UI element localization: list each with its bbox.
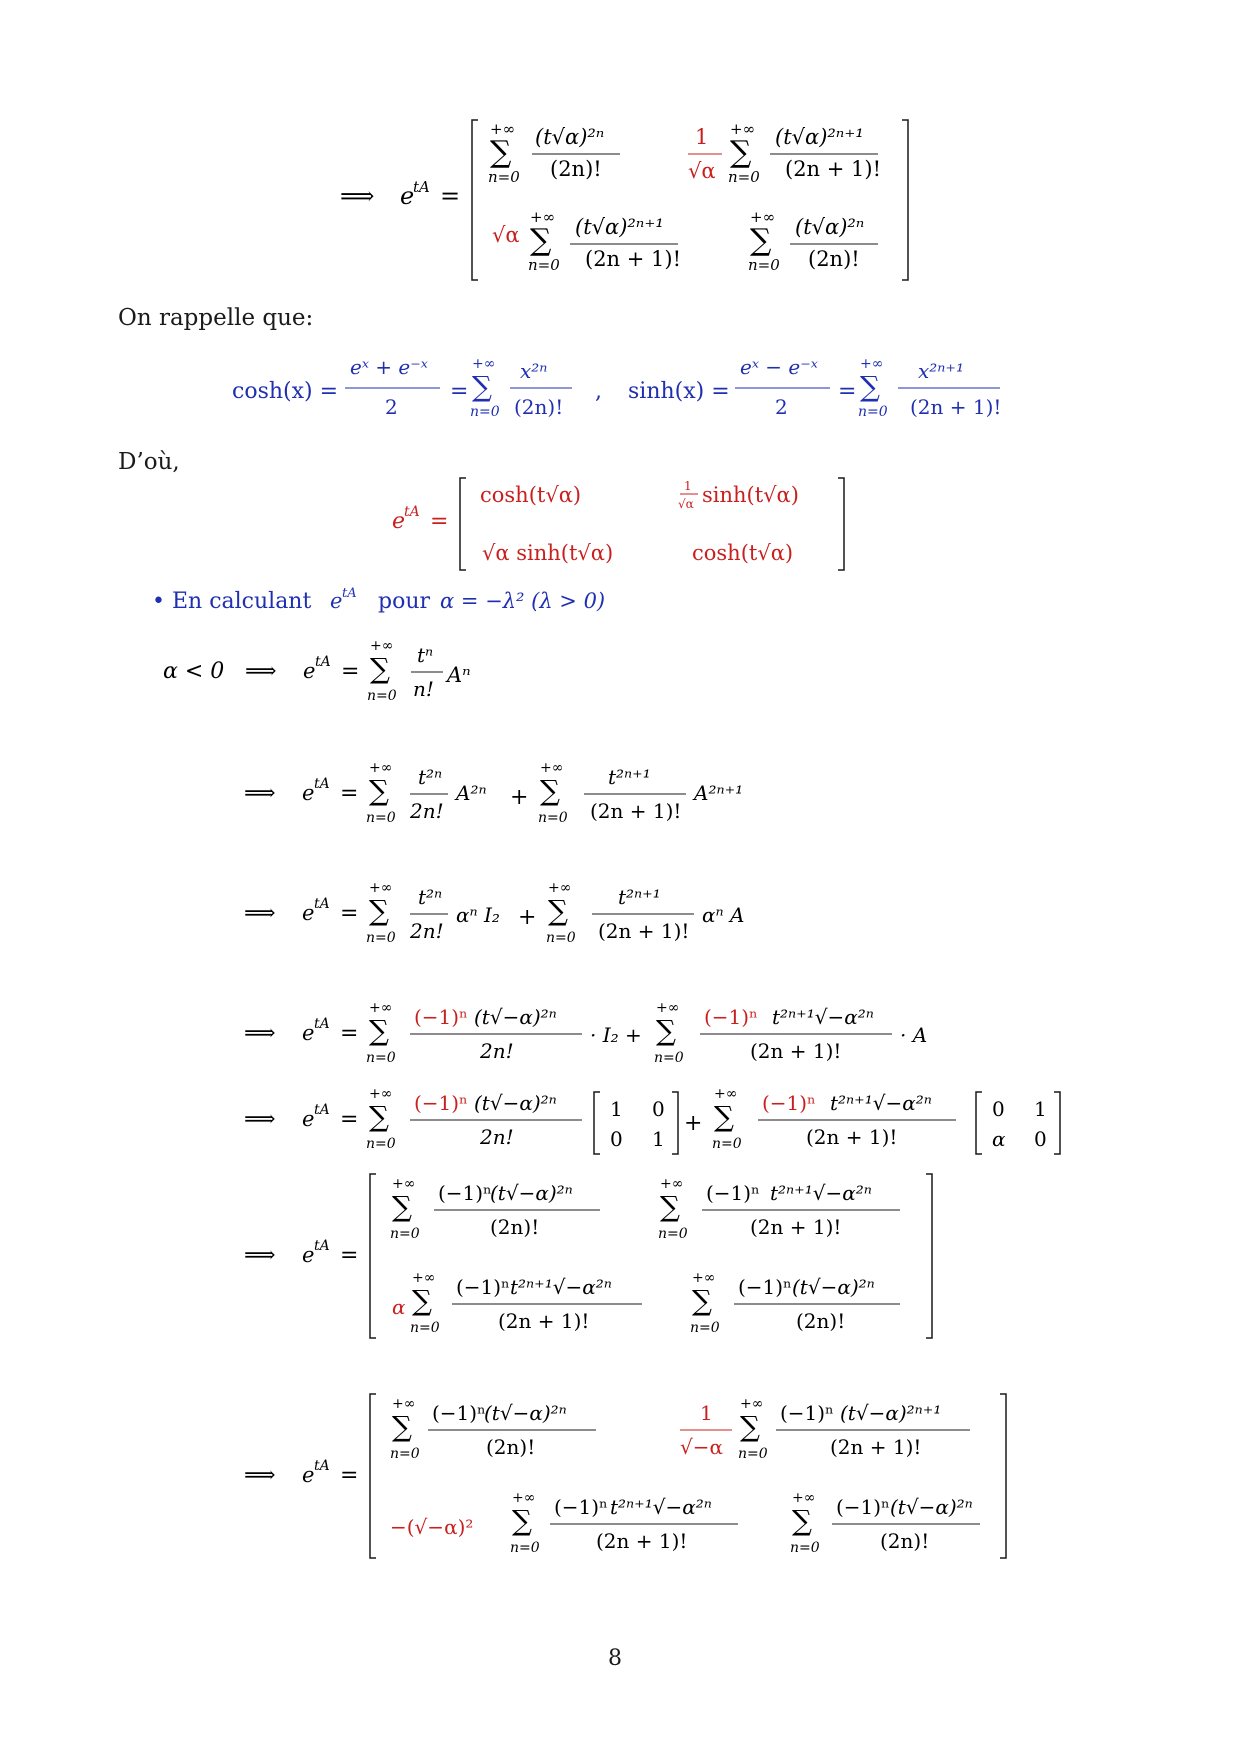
svg-text:e: e [302,1463,315,1487]
svg-text:e: e [330,589,343,613]
svg-text:+: + [684,1111,703,1136]
svg-text:(2n + 1)!: (2n + 1)! [910,395,1002,419]
svg-text:=: = [340,1107,359,1132]
svg-text:(−1)ⁿ: (−1)ⁿ [762,1091,816,1115]
svg-text:(t√−α)²ⁿ: (t√−α)²ⁿ [890,1495,973,1519]
svg-text:2n!: 2n! [410,799,444,823]
svg-text:eˣ + e⁻ˣ: eˣ + e⁻ˣ [350,355,428,379]
svg-text:tA: tA [314,1016,330,1032]
svg-text:1: 1 [610,1097,623,1121]
svg-text:• En calculant: • En calculant [152,589,312,614]
svg-text:⟹: ⟹ [244,1243,276,1268]
svg-text:+∞: +∞ [656,1000,680,1016]
svg-text:+∞: +∞ [369,760,393,776]
svg-text:+∞: +∞ [714,1086,738,1102]
svg-text:α < 0: α < 0 [163,659,225,684]
svg-text:n!: n! [413,677,434,701]
svg-text:e: e [302,1021,315,1045]
svg-text:e: e [302,781,315,805]
svg-text:cosh(t√α): cosh(t√α) [692,541,794,565]
svg-text:(2n + 1)!: (2n + 1)! [585,247,682,271]
svg-text:∑: ∑ [369,894,389,927]
split-even-odd [240,758,780,838]
svg-text:2n!: 2n! [410,919,444,943]
svg-text:tA: tA [413,178,430,196]
svg-text:+∞: +∞ [369,880,393,896]
svg-text:√α: √α [688,159,716,183]
svg-text:(2n + 1)!: (2n + 1)! [750,1039,842,1063]
svg-text:+∞: +∞ [860,356,884,372]
svg-text:αⁿ I₂: αⁿ I₂ [456,903,500,927]
page-number: 8 [608,1646,622,1671]
svg-text:−(√−α)²: −(√−α)² [390,1515,474,1539]
svg-text:+∞: +∞ [370,638,394,654]
svg-text:(2n + 1)!: (2n + 1)! [806,1125,898,1149]
svg-text:∑: ∑ [660,1190,680,1223]
svg-text:(−1)ⁿ: (−1)ⁿ [414,1091,468,1115]
svg-text:(−1)ⁿ: (−1)ⁿ [706,1181,760,1205]
svg-text:tA: tA [404,504,420,520]
svg-text:1: 1 [695,125,709,149]
svg-text:∑: ∑ [860,370,880,403]
svg-text:0: 0 [610,1127,623,1151]
svg-text:(2n + 1)!: (2n + 1)! [750,1215,842,1239]
svg-text:αⁿ A: αⁿ A [702,903,745,927]
svg-text:t²ⁿ⁺¹: t²ⁿ⁺¹ [618,885,661,909]
svg-text:(2n + 1)!: (2n + 1)! [785,157,882,181]
svg-text:n=0: n=0 [366,930,396,946]
svg-text:tA: tA [314,1238,330,1254]
svg-text:2: 2 [385,395,398,419]
svg-text:=: = [450,379,469,404]
svg-text:1: 1 [700,1401,713,1425]
svg-text:1: 1 [1034,1097,1047,1121]
svg-text:n=0: n=0 [728,168,760,186]
svg-text:(−1)ⁿ: (−1)ⁿ [738,1275,792,1299]
svg-text:=: = [340,1021,359,1046]
neg-one-series [240,998,960,1078]
svg-text:,: , [595,379,602,404]
alpha-power-series [240,878,780,958]
svg-text:⟹: ⟹ [244,901,276,926]
svg-text:n=0: n=0 [510,1540,540,1556]
matrix-equation-1 [330,112,930,287]
svg-text:tⁿ: tⁿ [417,643,434,667]
svg-text:∑: ∑ [714,1100,734,1133]
svg-text:=: = [430,509,449,534]
matrix-form-series [240,1084,1100,1164]
svg-text:∑: ∑ [370,652,390,685]
svg-text:=: = [340,1243,359,1268]
svg-text:n=0: n=0 [488,168,520,186]
svg-text:tA: tA [314,896,330,912]
svg-text:∑: ∑ [412,1284,432,1317]
svg-text:· A: · A [900,1023,928,1047]
svg-text:+∞: +∞ [530,208,556,226]
svg-text:(−1)ⁿ: (−1)ⁿ [704,1005,758,1029]
svg-text:∑: ∑ [512,1504,532,1537]
svg-text:α = −λ² (λ > 0): α = −λ² (λ > 0) [440,589,606,613]
svg-text:eˣ − e⁻ˣ: eˣ − e⁻ˣ [740,355,818,379]
svg-text:∑: ∑ [490,135,512,170]
svg-text:t²ⁿ⁺¹√−α²ⁿ: t²ⁿ⁺¹√−α²ⁿ [772,1005,874,1029]
svg-text:(2n + 1)!: (2n + 1)! [830,1435,922,1459]
svg-text:t²ⁿ⁺¹√−α²ⁿ: t²ⁿ⁺¹√−α²ⁿ [830,1091,932,1115]
svg-text:e: e [302,1243,315,1267]
svg-text:∑: ∑ [369,1014,389,1047]
svg-text:∑: ∑ [472,370,492,403]
svg-text:∑: ∑ [656,1014,676,1047]
svg-text:(t√α)²ⁿ: (t√α)²ⁿ [795,215,865,239]
svg-text:(2n)!: (2n)! [808,247,860,271]
svg-text:pour: pour [378,589,431,614]
svg-text:n=0: n=0 [366,810,396,826]
svg-text:+∞: +∞ [512,1490,536,1506]
svg-text:(−1)ⁿ: (−1)ⁿ [554,1495,608,1519]
rappel-text: On rappelle que: [118,305,314,331]
svg-text:cosh(t√α): cosh(t√α) [480,483,582,507]
svg-text:∑: ∑ [530,223,552,258]
svg-text:+∞: +∞ [369,1086,393,1102]
svg-text:(2n + 1)!: (2n + 1)! [498,1309,590,1333]
svg-text:+∞: +∞ [548,880,572,896]
svg-text:tA: tA [342,586,357,601]
svg-text:t²ⁿ⁺¹√−α²ⁿ: t²ⁿ⁺¹√−α²ⁿ [770,1181,872,1205]
svg-text:n=0: n=0 [858,404,888,420]
svg-text:+∞: +∞ [692,1270,716,1286]
svg-text:⟹: ⟹ [245,659,277,684]
cosh-sinh-matrix [390,470,860,575]
svg-text:A²ⁿ⁺¹: A²ⁿ⁺¹ [694,781,744,805]
svg-text:=: = [440,182,461,210]
svg-text:+∞: +∞ [730,120,756,138]
svg-text:⟹: ⟹ [244,1107,276,1132]
svg-text:Aⁿ: Aⁿ [447,663,471,687]
svg-text:α: α [392,1295,406,1319]
svg-text:(2n)!: (2n)! [796,1309,846,1333]
svg-text:t²ⁿ⁺¹: t²ⁿ⁺¹ [608,765,651,789]
svg-text:+: + [518,905,537,930]
cosh-sinh-definitions [230,352,1030,432]
svg-text:· I₂ +: · I₂ + [590,1023,642,1047]
svg-text:(−1)ⁿ: (−1)ⁿ [414,1005,468,1029]
svg-text:(t√−α)²ⁿ: (t√−α)²ⁿ [792,1275,875,1299]
svg-text:∑: ∑ [740,1410,760,1443]
svg-text:e: e [303,659,316,683]
svg-text:tA: tA [314,776,330,792]
svg-text:⟹: ⟹ [244,1021,276,1046]
svg-text:∑: ∑ [392,1410,412,1443]
svg-text:(t√−α)²ⁿ: (t√−α)²ⁿ [474,1091,557,1115]
svg-text:+∞: +∞ [392,1396,416,1412]
svg-text:(2n)!: (2n)! [550,157,602,181]
svg-text:√−α: √−α [680,1435,724,1459]
svg-text:t²ⁿ: t²ⁿ [418,885,443,909]
svg-text:√α: √α [492,223,520,247]
svg-text:n=0: n=0 [538,810,568,826]
svg-text:n=0: n=0 [410,1320,440,1336]
svg-text:n=0: n=0 [738,1446,768,1462]
svg-text:n=0: n=0 [790,1540,820,1556]
svg-text:+∞: +∞ [392,1176,416,1192]
svg-text:t²ⁿ⁺¹√−α²ⁿ: t²ⁿ⁺¹√−α²ⁿ [510,1275,612,1299]
svg-text:+∞: +∞ [472,356,496,372]
svg-text:e: e [302,901,315,925]
svg-text:(t√−α)²ⁿ: (t√−α)²ⁿ [484,1401,567,1425]
svg-text:∑: ∑ [692,1284,712,1317]
svg-text:+∞: +∞ [540,760,564,776]
svg-text:(−1)ⁿ: (−1)ⁿ [836,1495,890,1519]
svg-text:0: 0 [992,1097,1005,1121]
svg-text:t²ⁿ: t²ⁿ [418,765,443,789]
svg-text:n=0: n=0 [654,1050,684,1066]
svg-text:n=0: n=0 [366,1136,396,1152]
svg-text:(−1)ⁿ: (−1)ⁿ [780,1401,834,1425]
svg-text:∑: ∑ [548,894,568,927]
svg-text:(2n)!: (2n)! [486,1435,536,1459]
svg-text:(t√α)²ⁿ⁺¹: (t√α)²ⁿ⁺¹ [775,125,864,149]
svg-text:t²ⁿ⁺¹√−α²ⁿ: t²ⁿ⁺¹√−α²ⁿ [610,1495,712,1519]
svg-text:∑: ∑ [730,135,752,170]
svg-text:=: = [838,379,857,404]
svg-text:(t√−α)²ⁿ: (t√−α)²ⁿ [474,1005,557,1029]
svg-text:α: α [992,1127,1006,1151]
svg-text:n=0: n=0 [390,1226,420,1242]
svg-text:(t√−α)²ⁿ⁺¹: (t√−α)²ⁿ⁺¹ [840,1401,942,1425]
svg-text:(t√α)²ⁿ: (t√α)²ⁿ [535,125,605,149]
svg-text:2n!: 2n! [480,1039,514,1063]
svg-text:n=0: n=0 [367,688,397,704]
svg-text:1: 1 [684,479,692,493]
svg-text:n=0: n=0 [528,256,560,274]
svg-text:A²ⁿ: A²ⁿ [456,781,487,805]
svg-text:∑: ∑ [750,223,772,258]
svg-text:⟹: ⟹ [244,781,276,806]
dou-text: D’où, [118,449,180,475]
svg-text:+: + [510,785,529,810]
svg-text:1: 1 [652,1127,665,1151]
svg-text:+∞: +∞ [490,120,516,138]
alpha-negative-series [155,636,495,716]
svg-text:e: e [302,1107,315,1131]
svg-text:e: e [400,182,415,210]
svg-text:(−1)ⁿ: (−1)ⁿ [456,1275,510,1299]
svg-text:+∞: +∞ [412,1270,436,1286]
svg-text:(2n)!: (2n)! [880,1529,930,1553]
svg-text:n=0: n=0 [658,1226,688,1242]
svg-text:tA: tA [315,654,331,670]
svg-text:n=0: n=0 [690,1320,720,1336]
svg-text:(t√α)²ⁿ⁺¹: (t√α)²ⁿ⁺¹ [575,215,664,239]
svg-text:∑: ∑ [392,1190,412,1223]
svg-text:(2n)!: (2n)! [490,1215,540,1239]
svg-text:(−1)ⁿ: (−1)ⁿ [438,1181,492,1205]
svg-text:∑: ∑ [792,1504,812,1537]
svg-text:tA: tA [314,1102,330,1118]
svg-text:x²ⁿ: x²ⁿ [520,359,548,383]
svg-text:∑: ∑ [369,1100,389,1133]
svg-text:(2n + 1)!: (2n + 1)! [590,799,682,823]
svg-text:+∞: +∞ [369,1000,393,1016]
svg-text:∑: ∑ [540,774,560,807]
bullet-calculating [150,580,670,620]
svg-text:(−1)ⁿ: (−1)ⁿ [432,1401,486,1425]
svg-text:⟹: ⟹ [340,182,375,210]
svg-text:0: 0 [652,1097,665,1121]
svg-text:n=0: n=0 [366,1050,396,1066]
svg-text:+∞: +∞ [792,1490,816,1506]
svg-text:sinh(x) =: sinh(x) = [628,379,730,404]
svg-text:√α sinh(t√α): √α sinh(t√α) [482,541,614,565]
svg-text:2n!: 2n! [480,1125,514,1149]
svg-text:cosh(x) =: cosh(x) = [232,379,339,404]
svg-text:sinh(t√α): sinh(t√α) [702,483,799,507]
svg-text:√α: √α [678,497,694,511]
svg-text:=: = [341,659,360,684]
svg-text:x²ⁿ⁺¹: x²ⁿ⁺¹ [918,359,964,383]
svg-text:e: e [392,509,406,534]
final-matrix-series [240,1386,1020,1566]
svg-text:=: = [340,781,359,806]
svg-text:n=0: n=0 [546,930,576,946]
svg-text:2: 2 [775,395,788,419]
svg-text:(2n + 1)!: (2n + 1)! [598,919,690,943]
matrix-alpha-series [240,1166,960,1346]
svg-text:0: 0 [1034,1127,1047,1151]
svg-text:tA: tA [314,1458,330,1474]
svg-text:=: = [340,1463,359,1488]
svg-text:=: = [340,901,359,926]
svg-text:⟹: ⟹ [244,1463,276,1488]
svg-text:+∞: +∞ [660,1176,684,1192]
svg-text:+∞: +∞ [750,208,776,226]
svg-text:n=0: n=0 [390,1446,420,1462]
svg-text:n=0: n=0 [712,1136,742,1152]
svg-text:+∞: +∞ [740,1396,764,1412]
svg-text:(2n)!: (2n)! [514,395,564,419]
svg-text:n=0: n=0 [470,404,500,420]
svg-text:n=0: n=0 [748,256,780,274]
svg-text:(2n + 1)!: (2n + 1)! [596,1529,688,1553]
svg-text:∑: ∑ [369,774,389,807]
svg-text:(t√−α)²ⁿ: (t√−α)²ⁿ [490,1181,573,1205]
